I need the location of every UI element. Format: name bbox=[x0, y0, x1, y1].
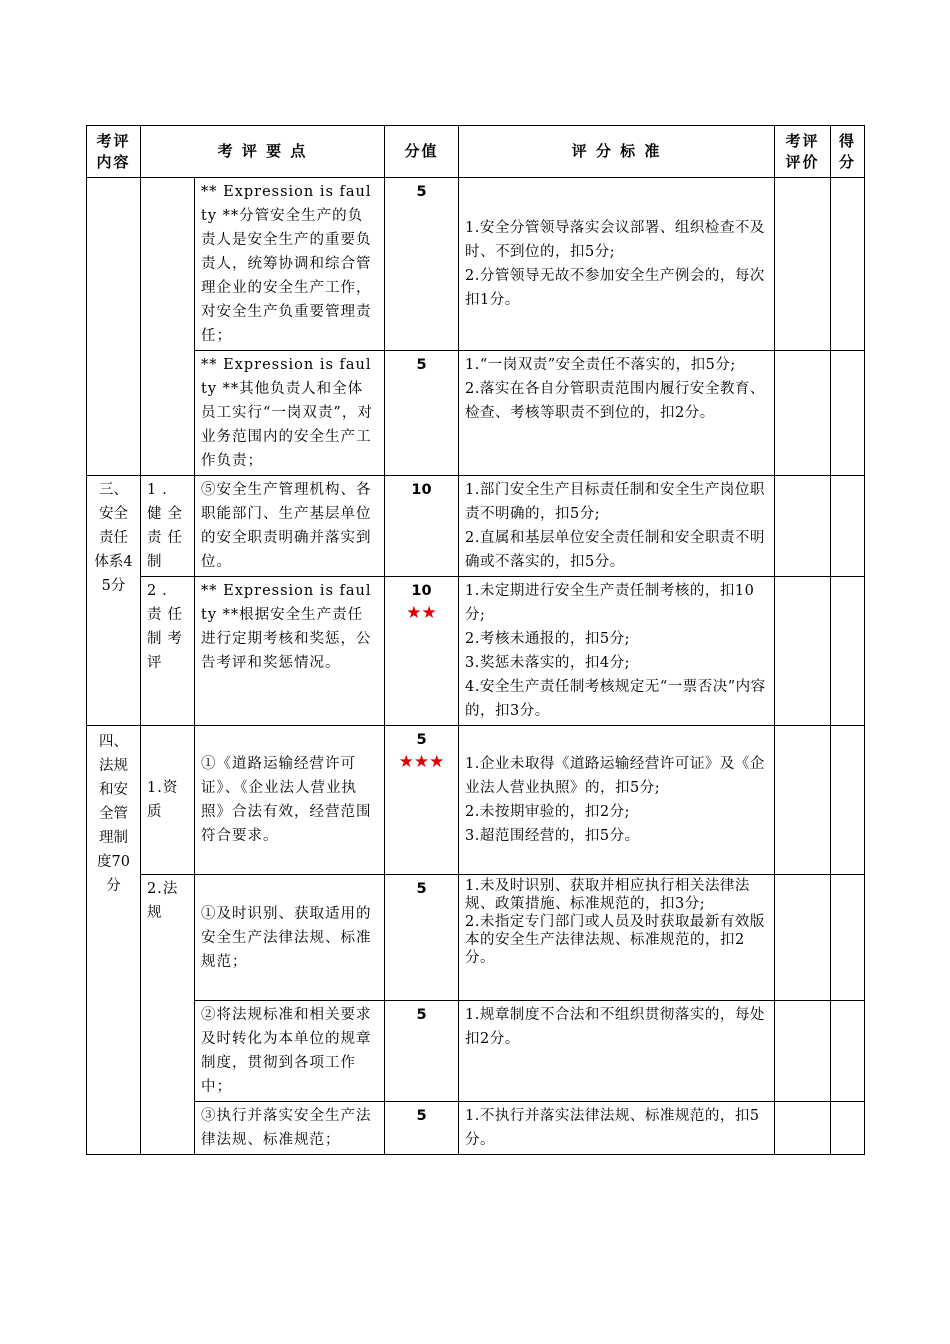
point-cell: ②将法规标准和相关要求及时转化为本单位的规章制度，贯彻到各项工作中； bbox=[195, 1001, 385, 1102]
star-rating: ★★ bbox=[406, 603, 437, 623]
criteria-cell bbox=[459, 875, 775, 1001]
subcategory-cell: 1.资质 bbox=[141, 726, 195, 875]
table-row bbox=[87, 351, 865, 476]
table-row bbox=[87, 1001, 865, 1102]
point-cell: ①及时识别、获取适用的安全生产法律法规、标准规范； bbox=[195, 875, 385, 1001]
score-value: 10 bbox=[411, 583, 432, 599]
score-cell bbox=[385, 577, 459, 726]
result-cell bbox=[831, 577, 865, 726]
point-cell: ③执行并落实安全生产法律法规、标准规范； bbox=[195, 1102, 385, 1155]
point-cell: ** Expression is faulty **根据安全生产责任进行定期考核和奖惩，公告考评和奖惩情况。 bbox=[195, 577, 385, 726]
point-cell: ⑤安全生产管理机构、各职能部门、生产基层单位的安全职责明确并落实到位。 bbox=[195, 476, 385, 577]
result-cell bbox=[831, 178, 865, 351]
result-cell bbox=[831, 726, 865, 875]
header-evaluation: 考评评价 bbox=[775, 126, 831, 178]
result-cell bbox=[831, 1001, 865, 1102]
header-result: 得分 bbox=[831, 126, 865, 178]
criteria-item: 1.未定期进行安全生产责任制考核的，扣10分; bbox=[465, 583, 755, 623]
criteria-cell bbox=[459, 351, 775, 476]
score-cell: 5 bbox=[385, 178, 459, 351]
criteria-item: 2.未指定专门部门或人员及时获取最新有效版本的安全生产法律法规、标准规范的，扣2分。 bbox=[465, 914, 765, 966]
criteria-item: 1.部门安全生产目标责任制和安全生产岗位职责不明确的，扣5分; bbox=[465, 482, 765, 522]
criteria-item: 2.分管领导无故不参加安全生产例会的，每次扣1分。 bbox=[465, 268, 765, 308]
criteria-item: 4.安全生产责任制考核规定无“一票否决”内容的，扣3分。 bbox=[465, 679, 766, 719]
result-cell bbox=[831, 875, 865, 1001]
criteria-cell bbox=[459, 726, 775, 875]
category-cell-empty bbox=[87, 178, 141, 476]
criteria-cell bbox=[459, 1102, 775, 1155]
score-cell: 10 bbox=[385, 476, 459, 577]
header-row bbox=[87, 126, 865, 178]
table-row bbox=[87, 476, 865, 577]
star-rating: ★★★ bbox=[398, 752, 445, 772]
score-cell bbox=[385, 726, 459, 875]
header-content: 考评内容 bbox=[87, 126, 141, 178]
category-cell: 三、安全责任体系45分 bbox=[87, 476, 141, 726]
criteria-item: 1.规章制度不合法和不组织贯彻落实的，每处扣2分。 bbox=[465, 1007, 765, 1047]
score-cell: 5 bbox=[385, 1102, 459, 1155]
score-cell: 5 bbox=[385, 1001, 459, 1102]
result-cell bbox=[831, 476, 865, 577]
sub-cell-empty bbox=[141, 178, 195, 476]
criteria-cell bbox=[459, 178, 775, 351]
result-cell bbox=[831, 351, 865, 476]
criteria-item: 2.考核未通报的，扣5分; bbox=[465, 631, 630, 647]
evaluation-cell bbox=[775, 577, 831, 726]
subcategory-cell: 1．健全责任制 bbox=[141, 476, 195, 577]
header-criteria: 评 分 标 准 bbox=[459, 126, 775, 178]
result-cell bbox=[831, 1102, 865, 1155]
criteria-item: 1.“一岗双责”安全责任不落实的，扣5分; bbox=[465, 357, 736, 373]
evaluation-cell bbox=[775, 1102, 831, 1155]
evaluation-cell bbox=[775, 726, 831, 875]
criteria-cell bbox=[459, 577, 775, 726]
evaluation-table bbox=[86, 125, 865, 1155]
header-score: 分值 bbox=[385, 126, 459, 178]
category-cell: 四、法规和安全管理制度70分 bbox=[87, 726, 141, 1155]
table-row bbox=[87, 178, 865, 351]
table-row bbox=[87, 726, 865, 875]
subcategory-cell: 2．责任制考评 bbox=[141, 577, 195, 726]
criteria-item: 2.落实在各自分管职责范围内履行安全教育、检查、考核等职责不到位的，扣2分。 bbox=[465, 381, 765, 421]
criteria-item: 1.不执行并落实法律法规、标准规范的，扣5分。 bbox=[465, 1108, 760, 1148]
score-cell: 5 bbox=[385, 351, 459, 476]
evaluation-cell bbox=[775, 875, 831, 1001]
point-cell: ** Expression is faulty **分管安全生产的负责人是安全生产的重要负责人，统筹协调和综合管理企业的安全生产工作，对安全生产负重要管理责任； bbox=[195, 178, 385, 351]
criteria-item: 1.企业未取得《道路运输经营许可证》及《企业法人营业执照》的，扣5分; bbox=[465, 756, 765, 796]
score-cell: 5 bbox=[385, 875, 459, 1001]
table-row bbox=[87, 1102, 865, 1155]
evaluation-cell bbox=[775, 476, 831, 577]
evaluation-cell bbox=[775, 178, 831, 351]
criteria-item: 3.奖惩未落实的，扣4分; bbox=[465, 655, 630, 671]
criteria-item: 1.安全分管领导落实会议部署、组织检查不及时、不到位的，扣5分; bbox=[465, 220, 765, 260]
point-cell: ①《道路运输经营许可证》、《企业法人营业执照》合法有效，经营范围符合要求。 bbox=[195, 726, 385, 875]
evaluation-cell bbox=[775, 1001, 831, 1102]
criteria-item: 2.未按期审验的，扣2分; bbox=[465, 804, 630, 820]
table-row bbox=[87, 875, 865, 1001]
criteria-cell bbox=[459, 476, 775, 577]
subcategory-cell: 2.法规 bbox=[141, 875, 195, 1155]
criteria-item: 1.未及时识别、获取并相应执行相关法律法规、政策措施、标准规范的，扣3分; bbox=[465, 878, 750, 912]
point-cell: ** Expression is faulty **其他负责人和全体员工实行“一岗双责”，对业务范围内的安全生产工作负责； bbox=[195, 351, 385, 476]
evaluation-cell bbox=[775, 351, 831, 476]
header-points: 考 评 要 点 bbox=[141, 126, 385, 178]
criteria-cell bbox=[459, 1001, 775, 1102]
table-row bbox=[87, 577, 865, 726]
criteria-item: 3.超范围经营的，扣5分。 bbox=[465, 828, 640, 844]
criteria-item: 2.直属和基层单位安全责任制和安全职责不明确或不落实的，扣5分。 bbox=[465, 530, 765, 570]
score-value: 5 bbox=[416, 732, 427, 748]
